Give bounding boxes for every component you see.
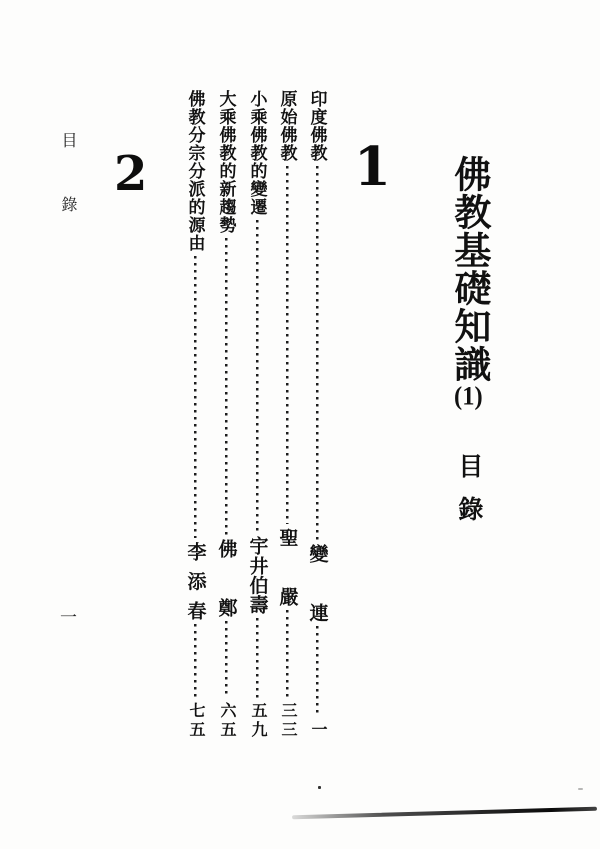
scan-speck <box>578 788 583 790</box>
scan-speck <box>318 786 321 789</box>
dotted-leader <box>244 220 270 532</box>
entry-author: 聖嚴 <box>276 528 298 607</box>
entry-page-number: 五九 <box>249 702 266 740</box>
entry-title: 印度佛教 <box>307 90 327 162</box>
section-number-1: 1 <box>354 136 391 198</box>
entry-author: 變連 <box>306 544 328 623</box>
dotted-leader <box>213 238 239 535</box>
toc-entry <box>182 90 208 740</box>
section-number-2: 2 <box>114 146 148 202</box>
entry-author: 宇井伯壽 <box>246 536 268 615</box>
margin-page-number: 一 <box>57 608 76 625</box>
entry-title: 原始佛教 <box>277 90 297 162</box>
dotted-leader <box>182 624 208 698</box>
entry-author: 佛鄭 <box>215 539 237 618</box>
toc-heading: 目錄 <box>454 453 482 539</box>
toc-entry <box>244 90 270 740</box>
entry-page-number: 一 <box>309 721 326 740</box>
entry-title: 大乘佛教的新趨勢 <box>216 90 236 234</box>
dotted-leader <box>274 610 300 698</box>
dotted-leader <box>304 626 330 717</box>
margin-running-head: 目錄 <box>59 132 76 260</box>
entry-page-number: 三三 <box>279 702 296 740</box>
entry-title: 小乘佛教的變遷 <box>247 90 267 216</box>
toc-entry <box>304 90 330 740</box>
toc-entry <box>213 90 239 740</box>
entry-title: 佛教分宗分派的源由 <box>185 90 205 252</box>
entry-page-number: 六五 <box>218 702 235 740</box>
book-title-block <box>448 155 487 715</box>
toc-entry <box>274 90 300 740</box>
entry-author: 李添春 <box>184 542 206 620</box>
volume-marker: (1) <box>454 383 483 409</box>
dotted-leader <box>213 621 239 698</box>
scan-artifact-line <box>292 807 597 820</box>
dotted-leader <box>274 166 300 524</box>
dotted-leader <box>182 256 208 538</box>
dotted-leader <box>304 166 330 540</box>
book-title: 佛教基礎知識 <box>447 155 489 383</box>
entry-page-number: 七五 <box>187 702 204 740</box>
dotted-leader <box>244 618 270 698</box>
